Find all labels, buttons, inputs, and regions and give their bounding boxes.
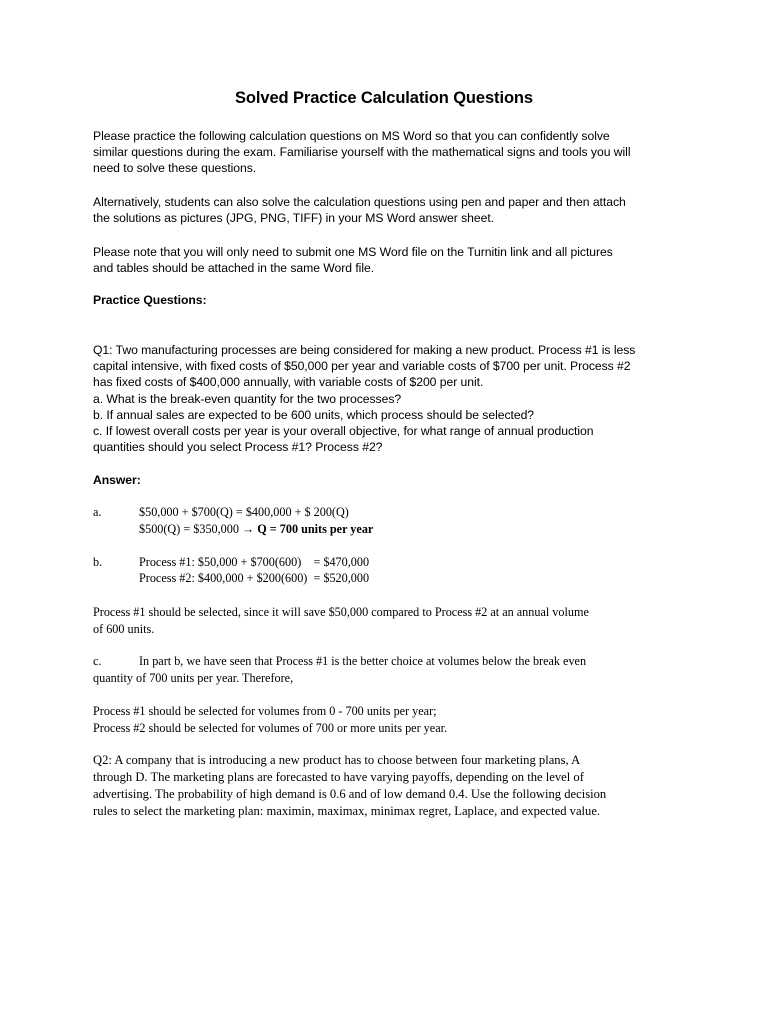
text-line: and tables should be attached in the same Word file. (93, 261, 375, 276)
intro-paragraph-2 (93, 194, 693, 226)
text-line: Process #1 should be selected, since it will save $50,000 compared to Process #2 at an annual volume (93, 605, 589, 619)
text-line: of 600 units. (93, 621, 155, 636)
page-title: Solved Practice Calculation Questions (235, 89, 533, 107)
question-1 (93, 342, 693, 455)
answer-c-line-1: In part b, we have seen that Process #1 is the better choice at volumes below the break even (139, 654, 587, 668)
text-line: the solutions as pictures (JPG, PNG, TIFF) in your MS Word answer sheet. (93, 211, 494, 226)
answer-a-equation: $500(Q) = $350,000 → (139, 522, 258, 536)
text-line: through D. The marketing plans are forecasted to have varying payoffs, depending on the level of (93, 770, 584, 784)
answer-a-result: Q = 700 units per year (257, 522, 374, 536)
text-line: rules to select the marketing plan: maximin, maximax, minimax regret, Laplace, and expected value. (93, 804, 601, 818)
text-line: Please practice the following calculation questions on MS Word so that you can confidently solve (93, 129, 610, 143)
text-line: Alternatively, students can also solve the calculation questions using pen and paper and then attach (93, 195, 626, 209)
text-line: has fixed costs of $400,000 annually, with variable costs of $200 per unit. (93, 375, 484, 390)
text-line: c. If lowest overall costs per year is your overall objective, for what range of annual production (93, 424, 594, 439)
text-line: Please note that you will only need to submit one MS Word file on the Turnitin link and all pictures (93, 245, 613, 259)
text-line: Process #2 should be selected for volumes of 700 or more units per year. (93, 720, 448, 735)
answer-b-label: b. (93, 555, 103, 569)
answer-heading: Answer: (93, 473, 141, 487)
text-line: Q1: Two manufacturing processes are being considered for making a new product. Process #1 is less (93, 343, 636, 357)
text-line: advertising. The probability of high demand is 0.6 and of low demand 0.4. Use the following decision (93, 787, 607, 801)
intro-paragraph-3 (93, 244, 693, 276)
answer-b-line-1: Process #1: $50,000 + $700(600) = $470,000 (139, 555, 370, 569)
answer-c-label: c. (93, 654, 102, 668)
process-selected-paragraph (93, 604, 693, 637)
question-2 (93, 752, 693, 820)
answer-a-line-2 (139, 521, 373, 538)
intro-paragraph-1 (93, 128, 693, 177)
text-line: Process #1 should be selected for volumes from 0 - 700 units per year; (93, 704, 437, 718)
text-line: a. What is the break-even quantity for the two processes? (93, 391, 402, 406)
conclusion-paragraph (93, 703, 693, 736)
answer-a-label: a. (93, 505, 102, 519)
text-line: capital intensive, with fixed costs of $50,000 per year and variable costs of $700 per unit. Process #2 (93, 359, 631, 374)
answer-b-line-2: Process #2: $400,000 + $200(600) = $520,000 (139, 571, 370, 585)
text-line: need to solve these questions. (93, 161, 257, 176)
text-line: quantities should you select Process #1? Process #2? (93, 440, 383, 455)
text-line: b. If annual sales are expected to be 600 units, which process should be selected? (93, 407, 535, 422)
text-line: similar questions during the exam. Familiarise yourself with the mathematical signs and tools you will (93, 145, 631, 160)
text-line: Q2: A company that is introducing a new product has to choose between four marketing plans, A (93, 753, 581, 767)
answer-c-line-2: quantity of 700 units per year. Therefore, (93, 671, 294, 685)
answer-a-line-1: $50,000 + $700(Q) = $400,000 + $ 200(Q) (139, 505, 349, 519)
practice-questions-heading: Practice Questions: (93, 293, 207, 307)
